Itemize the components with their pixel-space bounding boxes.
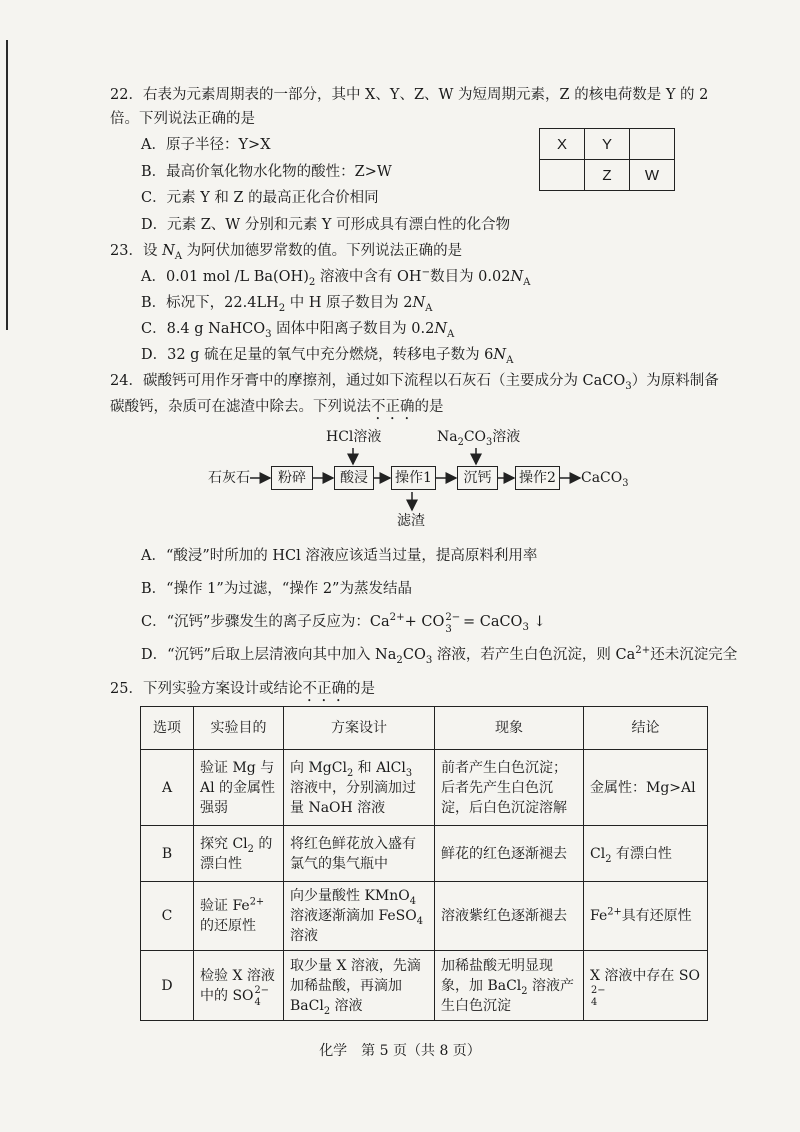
cell-text: 溶液 [330,997,363,1014]
cell-text: 探究 Cl [200,835,248,852]
cell-text: Cl [590,845,606,862]
reagent-na2co3 [437,428,520,446]
product-text: CaCO [581,470,623,486]
q24-text: 碳酸钙，杂质可在滤渣中除去。下列说法 [110,399,371,415]
ptable-cell: X [540,129,585,160]
q22-option-a: A．原子半径：Y>X [141,137,271,153]
q23-stem-post: 为阿伏加德罗常数的值。下列说法正确的是 [182,243,463,259]
cell-design [284,882,435,951]
superscript: − [421,267,431,279]
cell-option: D [141,951,194,1021]
subscript: 2 [396,654,403,666]
cell-text: 检验 X 溶液中的 SO [200,967,275,1004]
cell-text: 溶液 [290,928,318,944]
cell-purpose [194,826,284,882]
cell-text: Fe [590,908,608,924]
header-phenomenon: 现象 [435,707,584,750]
subscript: 3 [625,380,632,392]
subscript: 4 [409,895,416,907]
subscript: 4 [254,996,261,1008]
ptable-cell: Y [585,129,630,160]
cell-text: 向少量酸性 KMnO [290,888,410,904]
cell-text: 的漂白性 [200,835,273,872]
emphasized-not-correct: 不正确 [371,399,415,415]
q24-stem-line2 [110,396,444,423]
subscript: 2 [521,985,528,997]
cell-conclusion [584,826,708,882]
superscript: 2+ [389,612,405,624]
flow-start: 石灰石 [208,470,250,486]
q23-c-text: C．8.4 g NaHCO [141,321,266,337]
superscript: 2+ [635,645,651,657]
sulfate-scripts [254,984,269,1008]
q23-a-text: 溶液中含有 OH [315,269,422,285]
page-footer: 化学 第 5 页（共 8 页） [319,1043,481,1059]
flow-step-crush: 粉碎 [271,466,313,490]
subscript: 4 [416,915,423,927]
subscript: 3 [405,767,413,779]
q24-c-text: + CO [404,614,445,630]
q23-b-text: 中 H 原子数目为 2 [285,295,413,311]
flow-step-precipitate: 沉钙 [457,466,498,490]
superscript: 2− [254,984,269,996]
cell-design [284,951,435,1021]
table-row [141,951,708,1021]
carbonate-scripts [444,612,461,635]
cell-text: X 溶液中存在 SO [590,967,700,984]
ptable-cell: W [630,160,675,191]
q23-c-text: 固体中阳离子数目为 0.2 [271,321,435,337]
na-subscript: A [425,302,433,314]
reagent-hcl: HCl溶液 [326,429,382,445]
cell-text: 向 MgCl [290,759,347,776]
na-symbol: N [510,269,524,285]
cell-option: A [141,750,194,826]
flow-product [581,469,628,487]
q24-d-text: 溶液，若产生白色沉淀，则 Ca [432,647,636,663]
cell-purpose [194,882,284,951]
periodic-table-fragment [539,128,675,191]
subscript: 2 [247,843,254,855]
cell-phenomenon: 溶液紫红色逐渐褪去 [435,882,584,951]
cell-design [284,750,435,826]
q23-stem-pre: 23．设 [110,243,163,259]
cell-text: 溶液产生白色沉淀 [441,977,574,1014]
header-purpose: 实验目的 [194,707,284,750]
cell-text: 取少量 X 溶液，先滴加稀盐酸，再滴加 BaCl [290,957,421,1014]
na-subscript: A [447,328,455,340]
superscript: 2+ [607,906,622,918]
header-conclusion: 结论 [584,707,708,750]
cell-conclusion [584,951,708,1021]
reagent-text: Na [437,429,458,445]
q24-option-b: B．“操作 1”为过滤，“操作 2”为蒸发结晶 [141,581,412,597]
cell-purpose [194,951,284,1021]
subscript: 2 [278,302,286,314]
q24-d-text: CO [402,647,426,663]
q23-option-b [141,292,432,314]
cell-conclusion: 金属性：Mg>Al [584,750,708,826]
na-symbol: N [493,347,507,363]
q23-d-text: D．32 g 硫在足量的氧气中充分燃烧，转移电子数为 6 [141,347,494,363]
subscript: 3 [622,477,629,489]
cell-text: 加稀盐酸无明显现象，加 BaCl [441,957,553,994]
table-row [141,826,708,882]
reagent-text: 溶液 [492,429,521,445]
q24-c-text: C．“沉钙”步骤发生的离子反应为：Ca [141,614,390,630]
cell-option: B [141,826,194,882]
flow-step-acid-leach: 酸浸 [334,466,374,490]
q24-stem-line1 [110,370,719,392]
cell-text: 的还原性 [200,918,256,934]
cell-text: 和 AlCl [353,759,406,776]
q22-option-c: C．元素 Y 和 Z 的最高正化合价相同 [141,190,379,206]
cell-text: 具有还原性 [621,908,692,924]
q23-a-text: A．0.01 mol /L Ba(OH) [141,269,309,285]
cell-text: 验证 Fe [200,898,250,914]
ptable-cell [540,160,585,191]
q22-option-d: D．元素 Z、W 分别和元素 Y 可形成具有漂白性的化合物 [141,217,511,233]
subscript: 2 [323,1005,331,1017]
cell-phenomenon: 前者产生白色沉淀；后者先产生白色沉淀，后白色沉淀溶解 [435,750,584,826]
q22-stem-line2: 倍。下列说法正确的是 [110,111,255,127]
subscript: 2 [346,767,354,779]
superscript: 2+ [249,896,265,908]
subscript: 2 [308,276,316,288]
cell-conclusion [584,882,708,951]
table-header-row [141,707,708,750]
subscript: 3 [265,328,272,340]
cell-text: 有漂白性 [611,845,672,862]
flow-step-operation-2: 操作2 [515,466,560,490]
ptable-cell [630,129,675,160]
na-symbol: N [162,243,175,259]
subscript: 2 [605,853,612,865]
cell-text: 溶液中，分别滴加过量 NaOH 溶液 [290,779,416,816]
cell-purpose: 验证 Mg 与 Al 的金属性强弱 [194,750,284,826]
cell-design: 将红色鲜花放入盛有氯气的集气瓶中 [284,826,435,882]
q22-stem-line1: 22．右表为元素周期表的一部分，其中 X、Y、Z、W 为短周期元素，Z 的核电荷数是 Y 的 2 [110,87,709,103]
q24-option-c [141,611,546,633]
na-subscript: A [523,276,531,288]
na-subscript: A [506,354,514,366]
q23-option-a [141,266,530,288]
table-row [141,750,708,826]
subscript: 2 [457,436,464,448]
sulfate-scripts [590,984,606,1008]
reagent-text: CO [463,429,487,445]
subscript: 3 [486,436,493,448]
flow-step-operation-1: 操作1 [391,466,436,490]
binding-line [6,40,8,330]
q23-stem [110,240,462,262]
q24-c-text: = CaCO [458,614,523,630]
q23-option-c [141,318,454,340]
subscript: 4 [591,996,598,1008]
q23-b-text: B．标况下，22.4LH [141,295,279,311]
header-option: 选项 [141,707,194,750]
q24-c-text: ↓ [528,614,546,630]
table-row [141,882,708,951]
cell-phenomenon [435,951,584,1021]
q24-text: 的是 [414,399,444,415]
q24-text: 24．碳酸钙可用作牙膏中的摩擦剂，通过如下流程以石灰石（主要成分为 CaCO [110,373,626,389]
process-flow-diagram [0,420,800,550]
q24-option-d [141,644,737,666]
header-design: 方案设计 [284,707,435,750]
cell-option: C [141,882,194,951]
experiment-table [140,706,708,1021]
cell-phenomenon: 鲜花的红色逐渐褪去 [435,826,584,882]
q24-option-a: A．“酸浸”时所加的 HCl 溶液应该适当过量，提高原料利用率 [141,548,538,564]
ptable-cell: Z [585,160,630,191]
q25-text: 25．下列实验方案设计或结论 [110,681,303,697]
q22-option-b: B．最高价氧化物水化物的酸性：Z>W [141,164,392,180]
q24-text: ）为原料制备 [631,373,719,389]
emphasized-not-correct: 不正确 [302,681,346,697]
subscript: 3 [425,654,433,666]
q24-d-text: D．“沉钙”后取上层清液向其中加入 Na [141,647,397,663]
q25-text: 的是 [345,681,375,697]
na-subscript: A [174,250,183,262]
superscript: 2− [445,612,461,623]
cell-text: 溶液逐渐滴加 FeSO [290,908,417,924]
q25-stem [110,678,375,705]
filter-residue: 滤渣 [397,513,425,529]
na-symbol: N [434,321,448,337]
q23-option-d [141,344,513,366]
q23-a-text: 数目为 0.02 [430,269,511,285]
subscript: 3 [445,624,452,635]
subscript: 3 [522,621,529,633]
q24-d-text: 还未沉淀完全 [650,647,738,663]
superscript: 2− [591,984,606,996]
na-symbol: N [412,295,426,311]
